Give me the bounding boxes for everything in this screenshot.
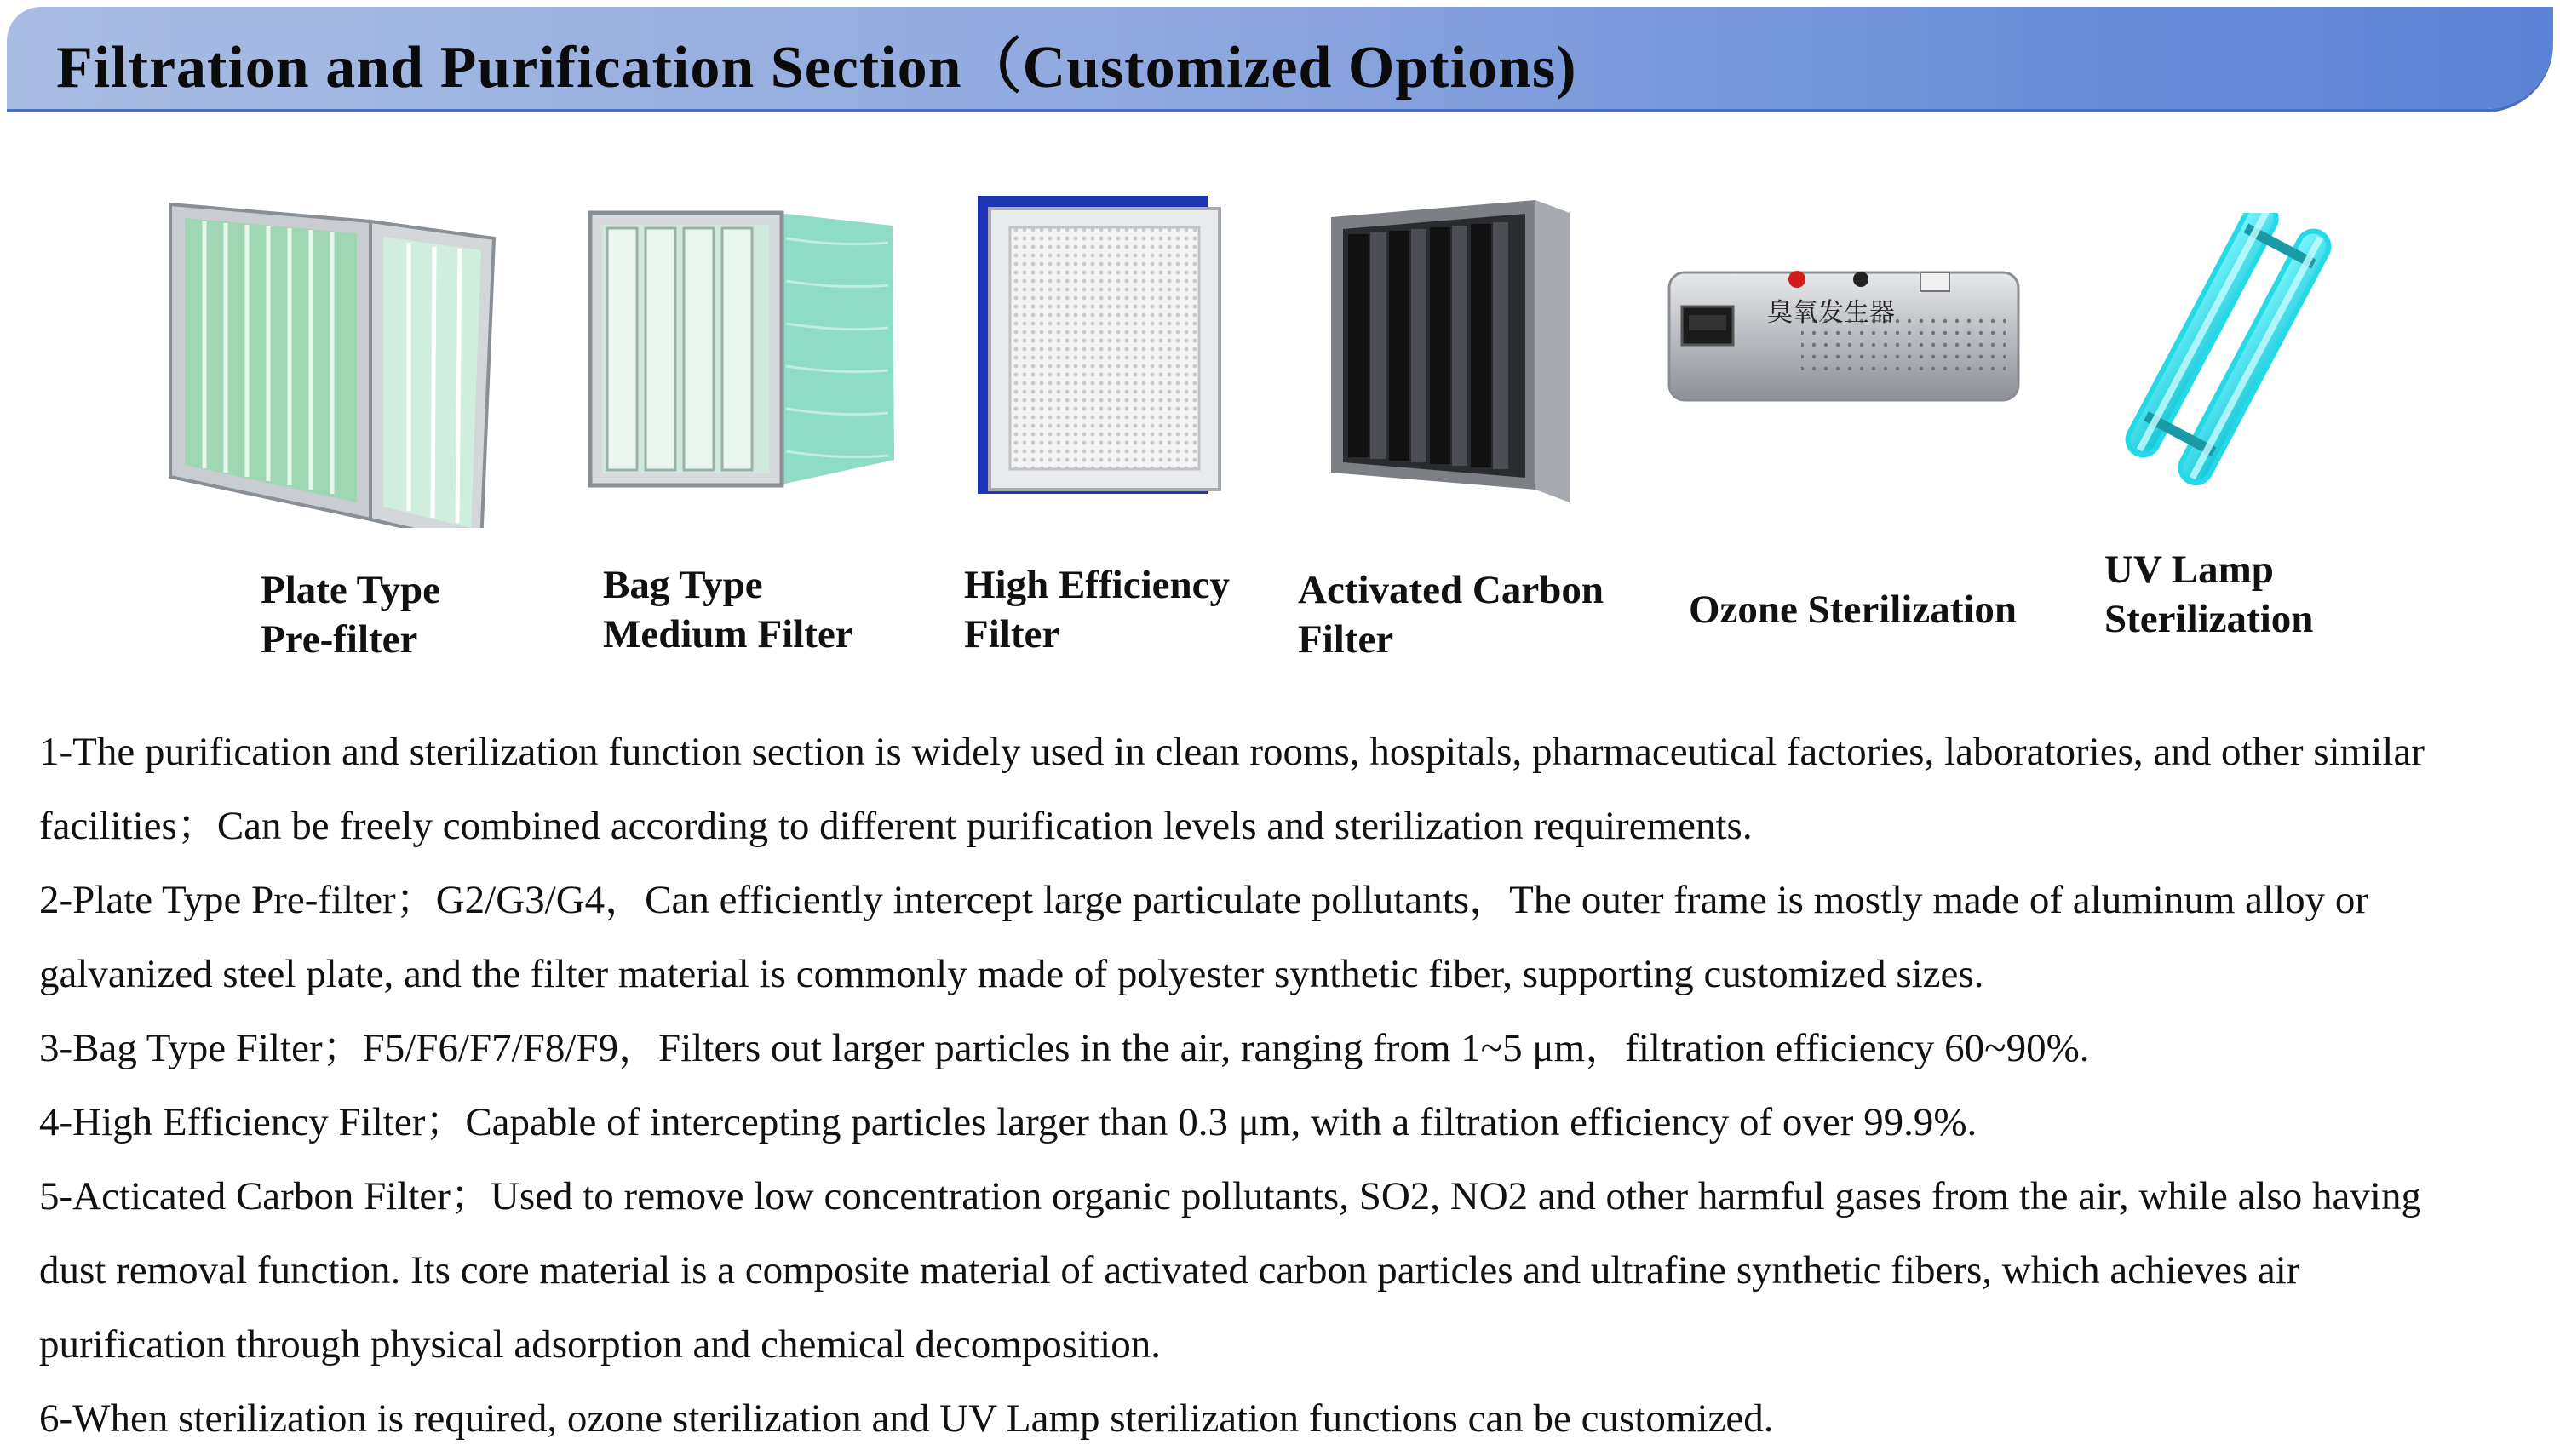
bag-filter-image <box>586 204 905 498</box>
description-line: 5-Acticated Carbon Filter；Used to remove low concentration organic pollutants, SO2, NO2 and other harmful gases from the air, while also having <box>39 1174 2421 1218</box>
uv-lamp-image <box>2110 213 2345 498</box>
ozone-generator-image <box>1665 255 2027 413</box>
page-title: Filtration and Purification Section（Customized Options) <box>56 35 1577 100</box>
description-line: dust removal function. Its core material is a composite material of activated carbon particles and ultrafine synthetic fibers, which achieves air <box>39 1248 2300 1293</box>
product-label-ozone: Ozone Sterilization <box>1689 588 2018 632</box>
plate-filter-image <box>166 196 507 528</box>
header-banner <box>7 7 2553 109</box>
description-line: purification through physical adsorption and chemical decomposition. <box>39 1322 1161 1367</box>
description-line: 1-The purification and sterilization function section is widely used in clean rooms, hospitals, pharmaceutical factories, laboratories, and other similar <box>39 730 2425 774</box>
description-block <box>39 715 2543 1456</box>
description-line: 3-Bag Type Filter；F5/F6/F7/F8/F9，Filters out larger particles in the air, ranging from 1~5 μm，filtration efficiency 60~90%. <box>39 1026 2090 1070</box>
description-line: 4-High Efficiency Filter；Capable of intercepting particles larger than 0.3 μm, with a filtration efficiency of over 99.9%. <box>39 1100 1977 1144</box>
product-label-bag-filter: Bag Type Medium Filter <box>603 563 853 656</box>
carbon-filter-image <box>1323 192 1578 507</box>
product-label-carbon-filter: Activated Carbon Filter <box>1298 568 1604 662</box>
description-line: 6-When sterilization is required, ozone sterilization and UV Lamp sterilization functions can be customized. <box>39 1396 1774 1441</box>
product-label-uv-lamp: UV Lamp Sterilization <box>2104 547 2314 641</box>
product-label-hepa-filter: High Efficiency Filter <box>964 563 1230 656</box>
hepa-filter-image <box>978 192 1225 502</box>
description-line: galvanized steel plate, and the filter material is commonly made of polyester synthetic fiber, supporting customized sizes. <box>39 952 1984 996</box>
description-line: facilities；Can be freely combined according to different purification levels and sterilization requirements. <box>39 804 1753 848</box>
product-label-plate-filter: Plate Type Pre-filter <box>261 568 441 662</box>
product-gallery <box>0 170 2560 528</box>
description-line: 2-Plate Type Pre-filter；G2/G3/G4，Can efficiently intercept large particulate pollutants，The outer frame is mostly made of aluminum alloy or <box>39 878 2369 922</box>
ozone-device-text: 臭氧发生器 <box>1767 298 1895 328</box>
